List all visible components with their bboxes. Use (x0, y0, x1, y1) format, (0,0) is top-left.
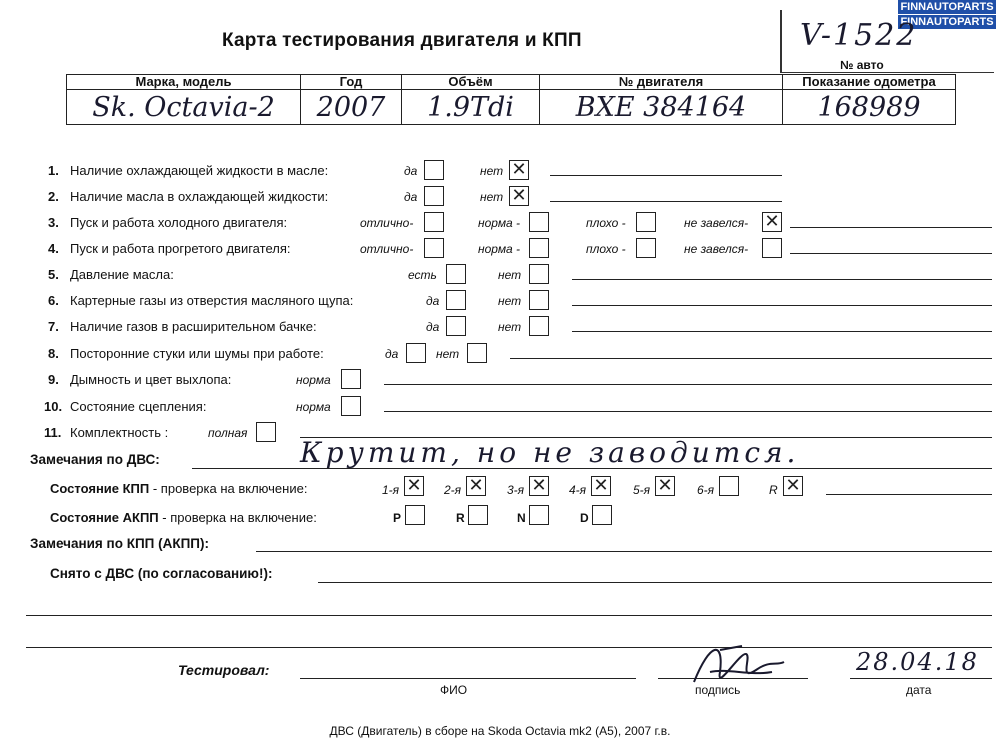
item-number: 6. (48, 293, 59, 308)
fio-line[interactable] (300, 678, 636, 679)
mode-label: D (580, 511, 589, 525)
removed-line[interactable] (318, 582, 992, 583)
checkbox[interactable] (446, 316, 466, 336)
akpp-label: Состояние АКПП (50, 510, 159, 525)
checkbox[interactable] (529, 290, 549, 310)
removed-label: Снято с ДВС (по согласованию!): (50, 566, 273, 581)
answer-line[interactable] (790, 253, 992, 254)
checkbox[interactable] (529, 264, 549, 284)
checkbox[interactable] (529, 212, 549, 232)
gear-checkbox[interactable] (719, 476, 739, 496)
gear-label: 4-я (569, 483, 587, 497)
checkbox[interactable] (424, 212, 444, 232)
item-label: Посторонние стуки или шумы при работе: (70, 346, 324, 361)
checkbox[interactable]: ✕ (509, 186, 529, 206)
option-label: да (404, 164, 418, 178)
kpp-remarks-line[interactable] (256, 551, 992, 552)
option-label: отлично- (360, 216, 414, 230)
option-label: нет (436, 347, 460, 361)
item-number: 9. (48, 372, 59, 387)
answer-line[interactable] (550, 201, 782, 202)
footer-caption: ДВС (Двигатель) в сборе на Skoda Octavia mk2 (A5), 2007 г.в. (329, 724, 671, 738)
engine-remarks-label: Замечания по ДВС: (30, 452, 160, 467)
date-line[interactable] (850, 678, 992, 679)
item-number: 10. (44, 399, 63, 414)
akpp-row (50, 510, 317, 525)
checkbox[interactable] (341, 396, 361, 416)
answer-line[interactable] (384, 384, 992, 385)
option-label: плохо - (586, 242, 626, 256)
val-odometer: 168989 (783, 90, 956, 125)
item-label: Наличие масла в охлаждающей жидкости: (70, 189, 329, 204)
checkbox[interactable] (406, 343, 426, 363)
gear-label: R (769, 483, 778, 497)
option-label: да (426, 320, 440, 334)
item-number: 4. (48, 241, 59, 256)
option-label: плохо - (586, 216, 626, 230)
sign-caption: подпись (695, 683, 741, 697)
option-label: норма (296, 373, 331, 387)
checkbox[interactable] (424, 160, 444, 180)
gear-checkbox[interactable]: ✕ (466, 476, 486, 496)
page-title: Карта тестирования двигателя и КПП (222, 30, 582, 51)
answer-line[interactable] (572, 331, 992, 332)
option-label: не завелся- (684, 242, 749, 256)
col-year: Год (301, 75, 402, 90)
option-label: норма - (478, 216, 521, 230)
val-year: 2007 (301, 90, 402, 125)
option-label: нет (498, 294, 522, 308)
blank-line-2 (26, 647, 992, 648)
kpp-row (50, 481, 307, 496)
option-label: полная (208, 426, 248, 440)
item-label: Дымность и цвет выхлопа: (70, 372, 232, 387)
option-label: норма - (478, 242, 521, 256)
option-label: да (404, 190, 418, 204)
gear-label: 6-я (697, 483, 715, 497)
item-label: Картерные газы из отверстия масляного щупа: (70, 293, 354, 308)
tested-label: Тестировал: (178, 662, 270, 678)
date-value: 28.04.18 (856, 648, 979, 676)
mode-checkbox[interactable] (592, 505, 612, 525)
brand-line-1: FINNAUTOPARTS (898, 0, 996, 15)
val-engine-no: BXE 384164 (540, 90, 783, 125)
item-number: 8. (48, 346, 59, 361)
item-number: 7. (48, 319, 59, 334)
col-model: Марка, модель (67, 75, 301, 90)
mode-label: P (393, 511, 402, 525)
option-label: нет (498, 320, 522, 334)
item-label: Давление масла: (70, 267, 174, 282)
date-caption: дата (906, 683, 932, 697)
mode-checkbox[interactable] (405, 505, 425, 525)
item-number: 11. (44, 425, 62, 440)
kpp-label: Состояние КПП (50, 481, 150, 496)
checkbox[interactable] (256, 422, 276, 442)
gear-checkbox[interactable]: ✕ (529, 476, 549, 496)
fio-caption: ФИО (440, 683, 468, 697)
mode-checkbox[interactable] (529, 505, 549, 525)
item-label: Состояние сцепления: (70, 399, 207, 414)
item-label: Наличие газов в расширительном бачке: (70, 319, 317, 334)
option-label: есть (408, 268, 437, 282)
item-number: 3. (48, 215, 59, 230)
answer-line[interactable] (572, 305, 992, 306)
kpp-remarks-label: Замечания по КПП (АКПП): (30, 536, 209, 551)
item-label: Пуск и работа холодного двигателя: (70, 215, 288, 230)
answer-line[interactable] (790, 227, 992, 228)
item-number: 2. (48, 189, 59, 204)
gear-checkbox[interactable]: ✕ (783, 476, 803, 496)
gear-checkbox[interactable]: ✕ (655, 476, 675, 496)
item-label: Наличие охлаждающей жидкости в масле: (70, 163, 329, 178)
checkbox[interactable] (762, 238, 782, 258)
option-label: нет (480, 190, 504, 204)
col-volume: Объём (402, 75, 540, 90)
option-label: не завелся- (684, 216, 749, 230)
option-label: да (426, 294, 440, 308)
gear-label: 5-я (633, 483, 651, 497)
header-table (66, 74, 956, 125)
option-label: да (385, 347, 399, 361)
mode-checkbox[interactable] (468, 505, 488, 525)
kpp-line (826, 494, 992, 495)
col-odometer: Показание одометра (783, 75, 956, 90)
gear-checkbox[interactable]: ✕ (404, 476, 424, 496)
engine-remarks-value[interactable]: Крутит, но не заводится. (300, 436, 800, 469)
kpp-sub: - проверка на включение: (149, 481, 308, 496)
checkbox[interactable] (636, 238, 656, 258)
option-label: отлично- (360, 242, 414, 256)
brand-line-2: FINNAUTOPARTS (898, 15, 996, 30)
checkbox[interactable] (636, 212, 656, 232)
option-label: норма (296, 400, 331, 414)
answer-line[interactable] (510, 358, 992, 359)
vin-value: V-1522 (800, 18, 918, 53)
item-label: Пуск и работа прогретого двигателя: (70, 241, 291, 256)
answer-line[interactable] (550, 175, 782, 176)
checkbox[interactable] (529, 238, 549, 258)
answer-line[interactable] (572, 279, 992, 280)
checkbox[interactable] (467, 343, 487, 363)
blank-line-1 (26, 615, 992, 616)
mode-label: N (517, 511, 526, 525)
checkbox[interactable] (341, 369, 361, 389)
answer-line[interactable] (384, 411, 992, 412)
val-volume: 1.9Tdi (402, 90, 540, 125)
checkbox[interactable] (529, 316, 549, 336)
gear-label: 3-я (507, 483, 525, 497)
gear-label: 1-я (382, 483, 400, 497)
vin-label: № авто (840, 58, 884, 72)
mode-label: R (456, 511, 465, 525)
signature (680, 632, 790, 694)
checkbox[interactable] (446, 290, 466, 310)
option-label: нет (498, 268, 522, 282)
item-number: 5. (48, 267, 59, 282)
col-engine-no: № двигателя (540, 75, 783, 90)
item-number: 1. (48, 163, 59, 178)
option-label: нет (480, 164, 504, 178)
akpp-sub: - проверка на включение: (158, 510, 317, 525)
item-label: Комплектность : (70, 425, 169, 440)
checkbox[interactable]: ✕ (762, 212, 782, 232)
checkbox[interactable]: ✕ (509, 160, 529, 180)
gear-checkbox[interactable]: ✕ (591, 476, 611, 496)
gear-label: 2-я (444, 483, 462, 497)
checkbox[interactable] (424, 186, 444, 206)
checkbox[interactable] (424, 238, 444, 258)
checkbox[interactable] (446, 264, 466, 284)
val-model: Sk. Octavia-2 (67, 90, 301, 125)
